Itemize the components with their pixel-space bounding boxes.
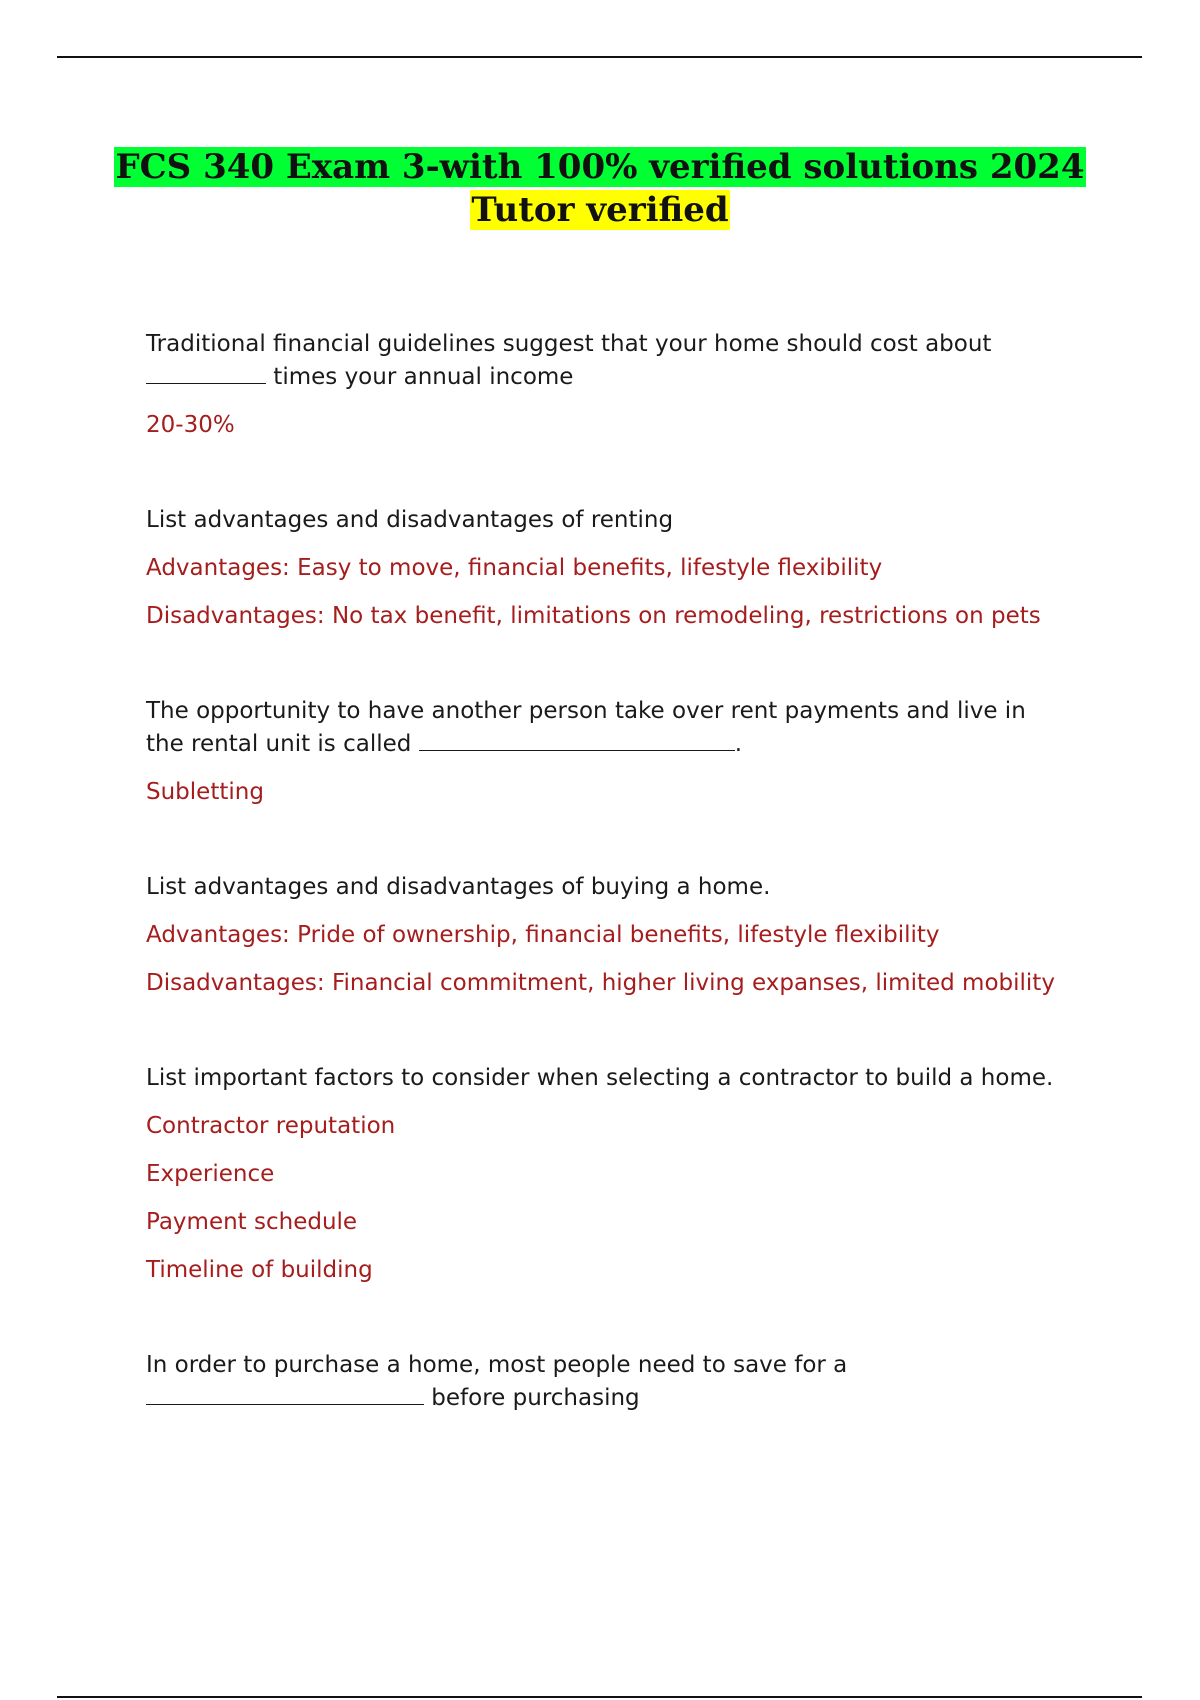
answer: Advantages: Pride of ownership, financial benefits, lifestyle flexibility xyxy=(146,922,940,948)
answer: 20-30% xyxy=(146,412,235,438)
answer-blank xyxy=(419,728,735,751)
answer: Disadvantages: Financial commitment, higher living expanses, limited mobility xyxy=(146,970,1055,996)
answer-blank xyxy=(146,361,266,384)
document-title xyxy=(0,146,1200,232)
answer-blank xyxy=(146,1382,424,1405)
question: The opportunity to have another person take over rent payments and live in the rental unit is called . xyxy=(146,698,1026,757)
qa-item xyxy=(146,504,1066,633)
answer: Contractor reputation xyxy=(146,1113,396,1139)
qa-item xyxy=(146,328,1066,442)
answer: Subletting xyxy=(146,779,264,805)
qa-item xyxy=(146,695,1066,809)
qa-item xyxy=(146,871,1066,1000)
qa-list xyxy=(146,328,1066,1477)
answer: Advantages: Easy to move, financial benefits, lifestyle flexibility xyxy=(146,555,883,581)
answer: Payment schedule xyxy=(146,1209,358,1235)
title-line-2: Tutor verified xyxy=(471,190,729,230)
bottom-divider xyxy=(57,1696,1142,1698)
qa-item xyxy=(146,1349,1066,1415)
qa-item xyxy=(146,1062,1066,1287)
title-line-1: FCS 340 Exam 3-with 100% verified solutions 2024 xyxy=(115,147,1085,187)
answer: Timeline of building xyxy=(146,1257,373,1283)
question: List advantages and disadvantages of renting xyxy=(146,507,674,533)
question: In order to purchase a home, most people need to save for a before purchasing xyxy=(146,1352,848,1411)
answer: Disadvantages: No tax benefit, limitations on remodeling, restrictions on pets xyxy=(146,603,1041,629)
question: List advantages and disadvantages of buying a home. xyxy=(146,874,771,900)
question: Traditional financial guidelines suggest that your home should cost about times your annual income xyxy=(146,331,992,390)
question: List important factors to consider when selecting a contractor to build a home. xyxy=(146,1065,1054,1091)
answer: Experience xyxy=(146,1161,275,1187)
top-divider xyxy=(57,56,1142,58)
